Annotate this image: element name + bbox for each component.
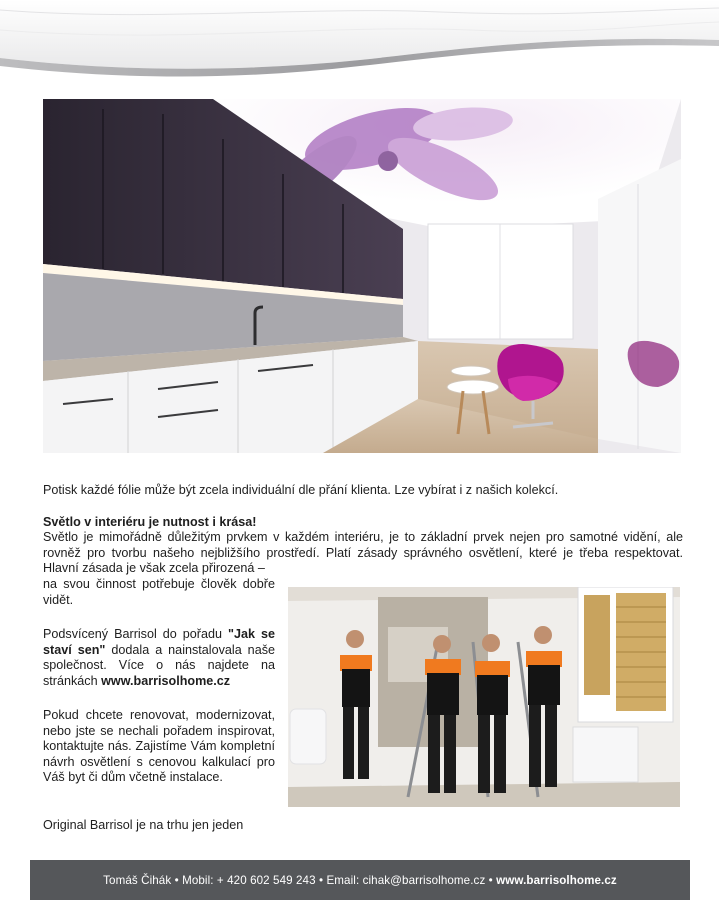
website-link[interactable]: www.barrisolhome.cz [101, 673, 231, 688]
footer-email[interactable]: Email: cihak@barrisolhome.cz [326, 873, 486, 887]
footer-separator: • [171, 873, 183, 887]
tv-text-1: Podsvícený Barrisol do pořadu [43, 627, 228, 641]
kitchen-photo [43, 99, 681, 453]
renovate-paragraph: Pokud chcete renovovat, modernizovat, nebo jste se nechali pořadem inspirovat, kontaktujte nás. Zajistíme Vám kompletní návrh osvětlení s cenovou kalkulací pro Váš byt či dům včetně instalace. [43, 708, 275, 785]
tv-show-name: "Jak se staví sen" [43, 627, 275, 657]
footer-separator: • [315, 873, 327, 887]
footer-mobile: Mobil: + 420 602 549 243 [182, 873, 316, 887]
tv-show-paragraph [43, 627, 275, 689]
section-heading: Světlo v interiéru je nutnost i krása! [43, 515, 257, 529]
footer-separator: • [485, 873, 497, 887]
light-paragraph: Světlo je mimořádně důležitým prvkem v každém interiéru, je to základní prvek nejen pro samotné vidění, ale rovněž pro tvorbu našeho nejbližšího prostředí. Platí zásady správného osvětlení, které je třeba respektovat. Hlavní zásada je však zcela přirozená – [43, 530, 683, 576]
tv-text-2: dodala a nainstalovala naše společnost. Více o nás najdete na stránkách [43, 642, 275, 688]
installation-team-photo [288, 587, 680, 807]
footer-contact-bar [30, 860, 690, 900]
footer-website[interactable]: www.barrisolhome.cz [496, 873, 617, 887]
light-paragraph-continued: na svou činnost potřebuje člověk dobře vidět. [43, 577, 275, 607]
last-line: Original Barrisol je na trhu jen jeden [43, 818, 244, 832]
footer-name: Tomáš Čihák [103, 873, 172, 887]
intro-paragraph: Potisk každé fólie může být zcela individuální dle přání klienta. Lze vybírat i z našich kolekcí. [43, 483, 559, 497]
header-swoosh-decoration [0, 0, 719, 90]
